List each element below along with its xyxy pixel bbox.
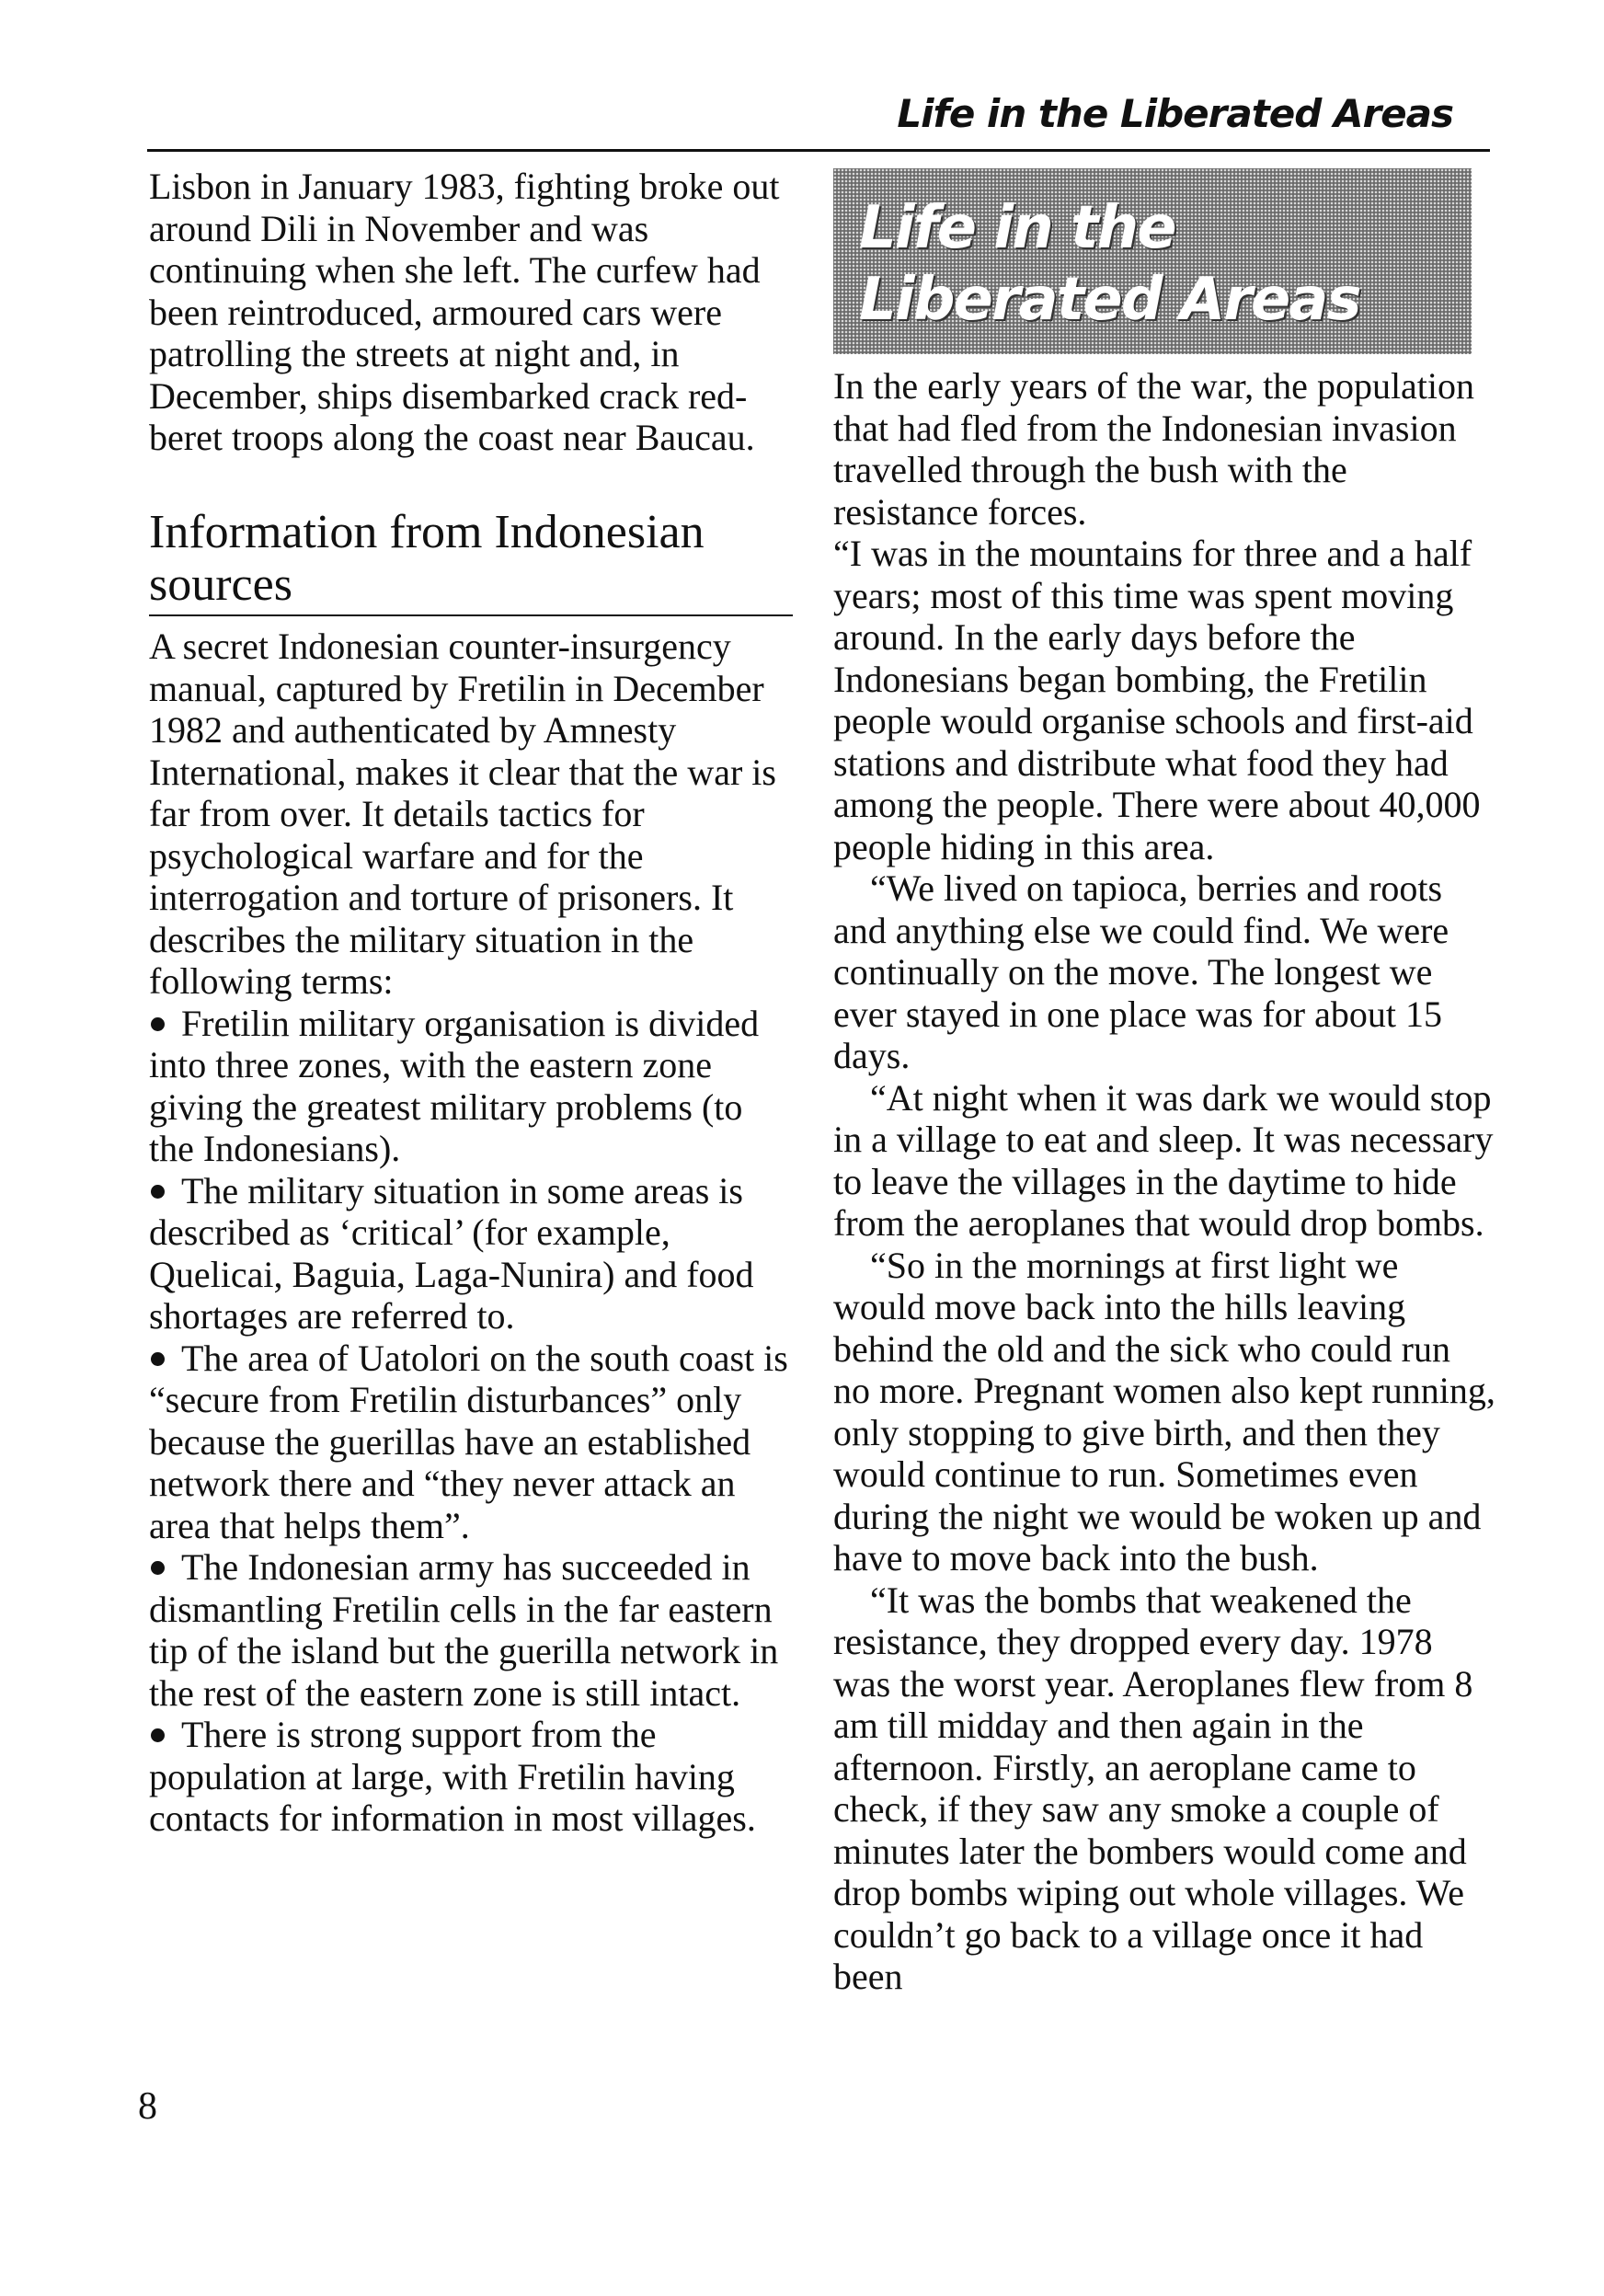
bullet-item-critical: The military situation in some areas is described as ‘critical’ (for example, Quelicai, Baguia, Laga-Nunira) and food shortages are referred to. [149, 1170, 793, 1337]
running-title: Life in the Liberated Areas [897, 91, 1453, 136]
left-column [149, 166, 793, 1840]
banner-line-1: Life in the [859, 194, 1175, 262]
article-paragraph: In the early years of the war, the population that had fled from the Indonesian invasion travelled through the bush with the resistance forces. [833, 365, 1475, 533]
quote-paragraph: “So in the mornings at first light we would move back into the hills leaving behind the old and the sick who could run no more. Pregnant women also kept running, only stopping to give birth, and then they would continue to run. Sometimes even during the night we would be woken up and have to move back into the bush. [833, 1244, 1495, 1578]
quote-paragraph: “We lived on tapioca, berries and roots and anything else we could find. We were continually on the move. The longest we ever stayed in one place was for about 15 days. [833, 867, 1449, 1076]
quote-paragraph: “I was in the mountains for three and a half years; most of this time was spent moving around. In the early days before the Indonesians began bombing, the Fretilin people would organise schools and first-aid stations and distribute what food they had among the people. There were about 40,000 people hiding in this area. [833, 533, 1481, 867]
bullet-item-uatolori: The area of Uatolori on the south coast is “secure from Fretilin disturbances” only because the guerillas have an established network there and “they never attack an area that helps them”. [149, 1337, 793, 1547]
manual-paragraph: A secret Indonesian counter-insurgency manual, captured by Fretilin in December 1982 and authenticated by Amnesty International, makes it clear that the war is far from over. It details tactics for psychological warfare and for the interrogation and torture of prisoners. It describes the military situation in the following terms: [149, 626, 776, 1002]
quote-paragraph: “It was the bombs that weakened the resistance, they dropped every day. 1978 was the worst year. Aeroplanes flew from 8 am till midday and then again in the afternoon. Firstly, an aeroplane came to check, if they saw any smoke a couple of minutes later the bombers would come and drop bombs wiping out whole villages. We couldn’t go back to a village once it had been [833, 1578, 1473, 1997]
bullet-item-support: There is strong support from the population at large, with Fretilin having contacts for information in most villages. [149, 1714, 793, 1840]
bullet-item-zones: Fretilin military organisation is divided into three zones, with the eastern zone giving the greatest military problems (to the Indonesians). [149, 1003, 793, 1170]
running-header [147, 85, 1490, 152]
bullet-item-cells: The Indonesian army has succeeded in dismantling Fretilin cells in the far eastern tip of the island but the guerilla network in the rest of the eastern zone is still intact. [149, 1546, 793, 1714]
right-column [833, 365, 1495, 1998]
page-number: 8 [138, 2085, 157, 2128]
intro-paragraph: Lisbon in January 1983, fighting broke out around Dili in November and was continuing when she left. The curfew had been reintroduced, armoured cars were patrolling the streets at night and, in December, ships disembarked crack red-beret troops along the coast near Baucau. [149, 166, 780, 458]
banner-line-2: Liberated Areas [859, 266, 1360, 334]
section-title-banner [833, 168, 1472, 354]
section-heading: Information from Indonesian sources [149, 506, 793, 616]
quote-paragraph: “At night when it was dark we would stop in a village to eat and sleep. It was necessary to leave the villages in the daytime to hide from the aeroplanes that would drop bombs. [833, 1076, 1494, 1244]
